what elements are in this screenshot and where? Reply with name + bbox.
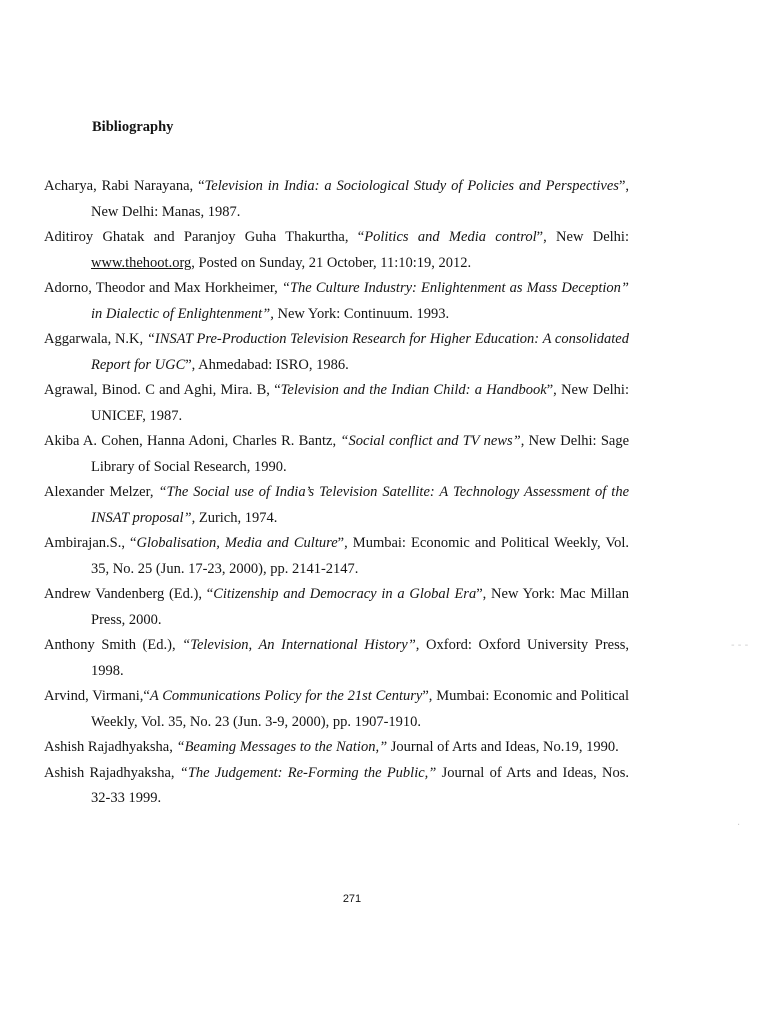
bibliography-entry <box>44 174 629 225</box>
scan-speck: · <box>737 820 741 831</box>
entry-publication: ”, New Delhi: Manas, 1987. <box>91 178 629 220</box>
entry-author: Aditiroy Ghatak and Paranjoy Guha Thakurtha, “ <box>44 229 365 245</box>
bibliography-heading: Bibliography <box>92 119 174 135</box>
entry-title: “Social conflict and TV news” <box>340 433 521 449</box>
entry-publication: Journal of Arts and Ideas, Nos. 32-33 1999. <box>91 764 629 806</box>
entry-title: “INSAT Pre-Production Television Research for Higher Education: A consolidated Report for UGC <box>91 331 629 373</box>
entry-publication: , New Delhi: Sage Library of Social Research, 1990. <box>91 433 630 475</box>
entry-author: Adorno, Theodor and Max Horkheimer, <box>44 280 282 296</box>
entry-url-link[interactable]: www.thehoot.org <box>91 254 192 271</box>
bibliography-list <box>44 174 629 812</box>
entry-author: Anthony Smith (Ed.), <box>44 637 183 653</box>
entry-publication: ”, New Delhi: UNICEF, 1987. <box>91 382 629 424</box>
entry-author: Ashish Rajadhyaksha, <box>44 764 180 781</box>
entry-publication: Journal of Arts and Ideas, No.19, 1990. <box>387 739 619 755</box>
entry-title: “The Judgement: Re-Forming the Public,” <box>179 764 437 781</box>
bibliography-entry <box>44 633 629 684</box>
bibliography-entry <box>44 582 629 633</box>
entry-author: Aggarwala, N.K, <box>44 331 147 347</box>
bibliography-entry <box>44 378 629 429</box>
entry-title: Television in India: a Sociological Study of Policies and Perspectives <box>204 178 619 194</box>
entry-title: “Beaming Messages to the Nation,” <box>176 739 388 755</box>
entry-author: Alexander Melzer, <box>44 484 159 500</box>
entry-author: Acharya, Rabi Narayana, “ <box>44 178 205 194</box>
entry-publication: ”, Mumbai: Economic and Political Weekly, Vol. 35, No. 25 (Jun. 17-23, 2000), pp. 2141-2147. <box>91 535 629 577</box>
page-number: 271 <box>342 893 362 905</box>
entry-title: “The Social use of India’s Television Satellite: A Technology Assessment of the INSAT proposal”, <box>91 484 629 526</box>
entry-author: Ambirajan.S., “ <box>44 535 137 551</box>
entry-author: Andrew Vandenberg (Ed.), “ <box>44 586 214 602</box>
entry-title: Globalisation, Media and Culture <box>136 535 338 551</box>
bibliography-entry <box>44 531 629 582</box>
scan-speck: - - - <box>731 640 749 651</box>
bibliography-entry <box>44 276 629 327</box>
bibliography-entry <box>44 735 629 761</box>
bibliography-entry <box>44 684 629 735</box>
entry-publication-detail: , Posted on Sunday, 21 October, 11:10:19, 2012. <box>191 254 472 271</box>
bibliography-entry <box>44 480 629 531</box>
bibliography-entry <box>44 429 629 480</box>
entry-title: “Television, An International History”, <box>182 637 420 653</box>
entry-author: Akiba A. Cohen, Hanna Adoni, Charles R. Bantz, <box>44 433 341 449</box>
entry-title: A Communications Policy for the 21st Century <box>149 688 423 704</box>
entry-author: Ashish Rajadhyaksha, <box>44 739 177 755</box>
entry-author: Agrawal, Binod. C and Aghi, Mira. B, “ <box>44 382 281 398</box>
bibliography-entry <box>44 225 629 276</box>
entry-publication: New York: Continuum. 1993. <box>273 305 450 322</box>
entry-title: Citizenship and Democracy in a Global Era <box>213 586 477 602</box>
entry-publication: Oxford: Oxford University Press, 1998. <box>91 637 630 679</box>
bibliography-entry <box>44 761 629 812</box>
entry-title: Television and the Indian Child: a Handbook <box>280 382 547 398</box>
entry-publication: ”, New Delhi: <box>536 229 629 245</box>
bibliography-entry <box>44 327 629 378</box>
entry-title: “The Culture Industry: Enlightenment as Mass Deception” in Dialectic of Enlightenment”, <box>91 280 629 322</box>
entry-publication: ”, Ahmedabad: ISRO, 1986. <box>185 356 349 373</box>
entry-author: Arvind, Virmani,“ <box>44 688 150 704</box>
entry-publication: Zurich, 1974. <box>195 509 278 526</box>
entry-publication: ”, New York: Mac Millan Press, 2000. <box>91 586 629 628</box>
entry-publication: ”, Mumbai: Economic and Political Weekly, Vol. 35, No. 23 (Jun. 3-9, 2000), pp. 1907-1910. <box>91 688 630 730</box>
entry-title: Politics and Media control <box>364 229 537 245</box>
